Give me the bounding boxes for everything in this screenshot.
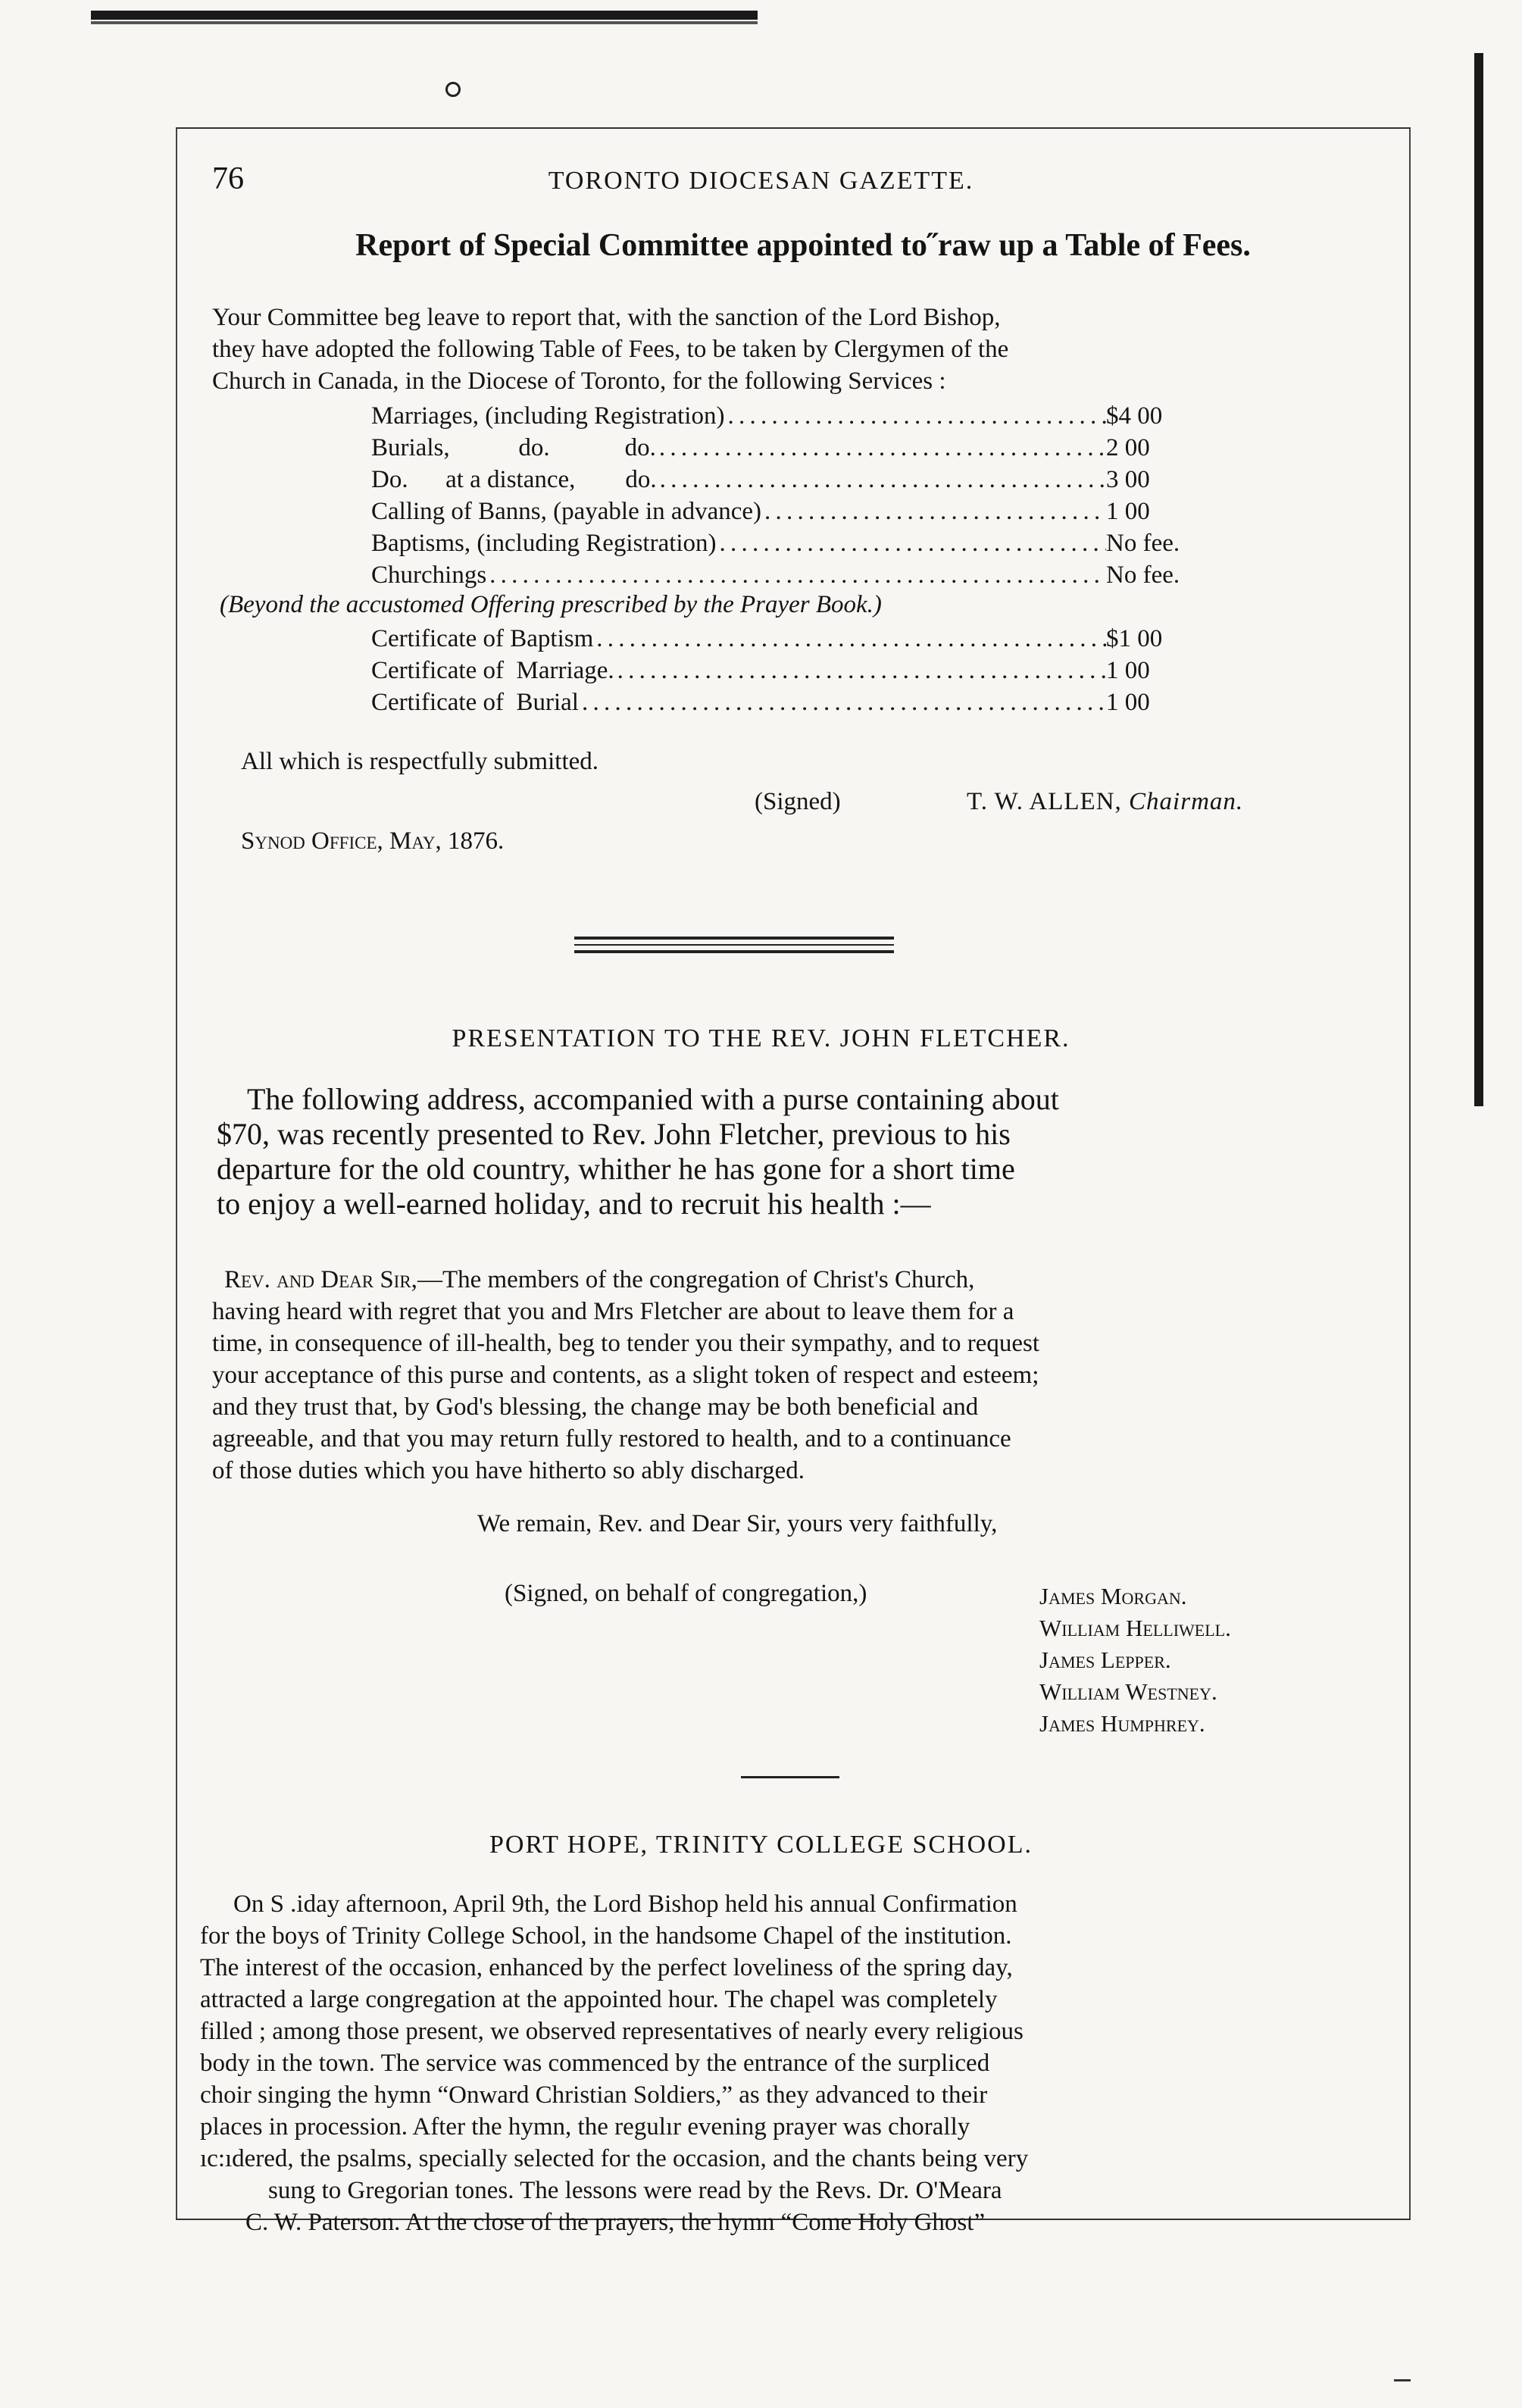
page-frame-top [176,127,1411,129]
fee-row [371,655,1220,686]
signatory: William Westney. [1039,1678,1217,1705]
signed-label: (Signed) [755,788,841,815]
signatory: William Helliwell. [1039,1615,1231,1641]
body-line: attracted a large congregation at the appointed hour. The chapel was completely [200,1986,998,2013]
body-line: ıc:ıdered, the psalms, specially selected for the occasion, and the chants being very [200,2145,1029,2172]
address-line: agreeable, and that you may return fully restored to health, and to a continuance [212,1425,1011,1453]
port-hope-heading: PORT HOPE, TRINITY COLLEGE SCHOOL. [489,1831,1033,1859]
body-line: places in procession. After the hymn, the regulır evening prayer was chorally [200,2113,970,2141]
port-hope-body [200,1888,1389,2238]
fee-row [371,464,1220,496]
fee-label: Baptisms, (including Registration) [371,530,717,557]
report-intro-line: they have adopted the following Table of Fees, to be taken by Clergymen of the [212,336,1009,363]
body-line: choir singing the hymn “Onward Christian Soldiers,” as they advanced to their [200,2081,988,2109]
section-divider-short [741,1776,839,1778]
report-closing: All which is respectfully submitted. [241,748,599,775]
signed-on-behalf: (Signed, on behalf of congregation,) [505,1580,867,1607]
body-line: On S .iday afternoon, April 9th, the Lord Bishop held his annual Confirmation [233,1890,1017,1918]
fee-row [371,623,1220,655]
body-line: C. W. Paterson. At the close of the prayers, the hymn “Come Holy Ghost” [245,2209,986,2236]
presentation-intro-line: departure for the old country, whither he has gone for a short time [217,1152,1015,1186]
fee-label: Burials, do. do. [371,434,656,461]
page-frame-right [1409,129,1411,2220]
scan-edge-bar-thin [91,21,758,24]
punch-hole-mark [445,82,461,97]
body-line: filled ; among those present, we observed representatives of nearly every religious [200,2018,1024,2045]
running-head: TORONTO DIOCESAN GAZETTE. [548,167,974,195]
fee-label: Marriages, (including Registration) [371,402,725,430]
presentation-address [212,1264,1394,1487]
certificate-table [371,623,1220,718]
fee-amount: $1 00 [1106,625,1163,652]
fee-label: Certificate of Baptism [371,625,594,652]
fee-amount: No fee. [1106,561,1180,589]
fee-row [371,527,1220,559]
fee-row [371,400,1220,432]
section-divider [574,944,894,946]
address-line: of those duties which you have hitherto so ably discharged. [212,1457,805,1484]
signatory: James Lepper. [1039,1647,1171,1673]
fee-label: Do. at a distance, do. [371,466,657,493]
address-line: your acceptance of this purse and contents, as a slight token of respect and esteem; [212,1362,1039,1389]
presentation-intro-line: $70, was recently presented to Rev. John Fletcher, previous to his [217,1117,1011,1151]
fee-row [371,559,1220,591]
fee-amount: 2 00 [1106,434,1150,461]
report-title: Report of Special Committee appointed to˝raw up a Table of Fees. [355,228,1251,263]
body-line: The interest of the occasion, enhanced by the perfect loveliness of the spring day, [200,1954,1013,1981]
address-line: and they trust that, by God's blessing, the change may be both beneficial and [212,1393,979,1421]
address-line [212,1264,1394,1296]
fee-table [371,400,1220,591]
body-line: sung to Gregorian tones. The lessons were read by the Revs. Dr. O'Meara [268,2177,1002,2204]
fee-row [371,432,1220,464]
synod-office-date: Synod Office, May, 1876. [241,827,505,855]
fee-label: Calling of Banns, (payable in advance) [371,498,761,525]
address-first-line: —The members of the congregation of Christ's Church, [417,1266,975,1293]
page-number: 76 [212,161,244,196]
fee-amount: 1 00 [1106,689,1150,716]
report-intro-line: Church in Canada, in the Diocese of Toronto, for the following Services : [212,367,946,395]
fee-amount: 3 00 [1106,466,1150,493]
valediction: We remain, Rev. and Dear Sir, yours very faithfully, [477,1510,998,1537]
presentation-intro-line: The following address, accompanied with a purse containing about [247,1082,1059,1116]
report-signer [967,788,1243,816]
prayer-book-note: (Beyond the accustomed Offering prescribed by the Prayer Book.) [220,591,882,618]
presentation-intro [217,1082,1383,1221]
presentation-heading: PRESENTATION TO THE REV. JOHN FLETCHER. [452,1024,1070,1052]
body-line: for the boys of Trinity College School, in the handsome Chapel of the institution. [200,1922,1012,1950]
fee-amount: $4 00 [1106,402,1163,430]
scan-edge-mark [1394,2379,1411,2381]
page-frame-left [176,129,177,2220]
signer-title: Chairman. [1129,788,1244,815]
fee-label: Churchings [371,561,487,589]
fee-amount: 1 00 [1106,498,1150,525]
signer-name: T. W. ALLEN, [967,788,1122,815]
fee-amount: 1 00 [1106,657,1150,684]
fee-row [371,496,1220,527]
presentation-intro-line: to enjoy a well-earned holiday, and to recruit his health :— [217,1187,931,1221]
fee-label: Certificate of Burial [371,689,579,716]
address-line: time, in consequence of ill-health, beg to tender you their sympathy, and to request [212,1330,1040,1357]
report-intro-line: Your Committee beg leave to report that, with the sanction of the Lord Bishop, [212,304,1001,331]
scan-edge-bar [91,11,758,20]
signatory-list [1039,1581,1231,1740]
signatory: James Humphrey. [1039,1710,1205,1737]
report-intro [212,302,1394,397]
fee-row [371,686,1220,718]
fee-amount: No fee. [1106,530,1180,557]
section-divider [574,950,894,953]
address-line: having heard with regret that you and Mrs Fletcher are about to leave them for a [212,1298,1014,1325]
salutation: Rev. and Dear Sir, [224,1266,417,1293]
section-divider [574,937,894,940]
binding-edge [1474,53,1483,1106]
fee-label: Certificate of Marriage. [371,657,614,684]
body-line: body in the town. The service was commenced by the entrance of the surpliced [200,2050,990,2077]
signatory: James Morgan. [1039,1583,1187,1609]
